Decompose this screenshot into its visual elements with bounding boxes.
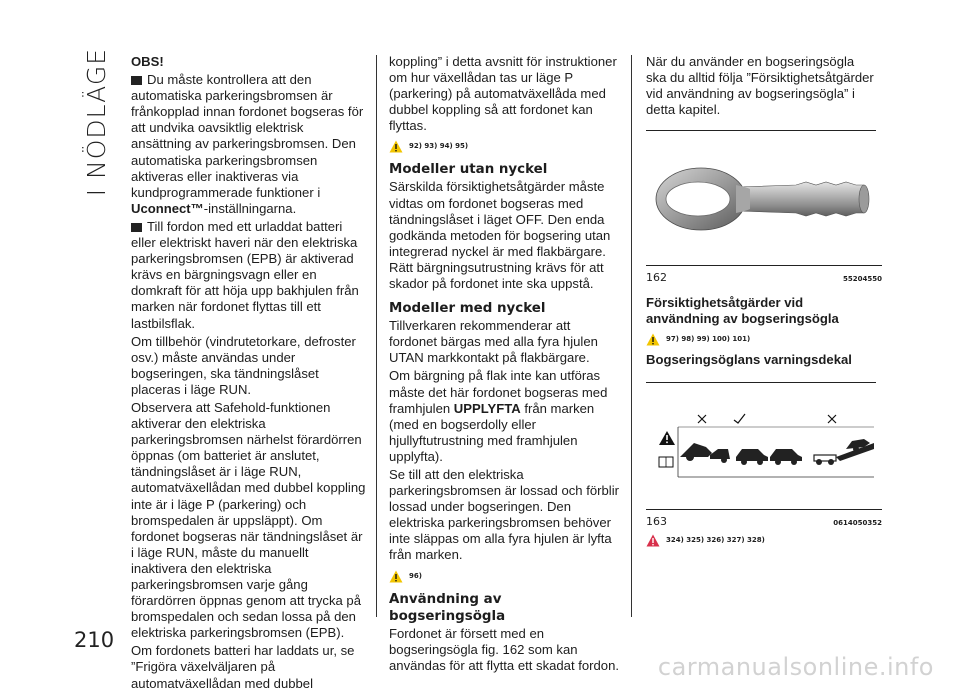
paragraph: koppling” i detta avsnitt för instruktioner om hur växellådan tas ur läge P (parkering) på automatväxellåda med dubbel koppling så att fordonet kan flyttas. xyxy=(389,54,617,134)
warning-triangle-icon xyxy=(646,333,660,346)
column-divider xyxy=(631,55,632,617)
bullet-icon xyxy=(131,223,142,232)
paragraph: Om bärgning på flak inte kan utföras måste det här fordonet bogseras med framhjulen UPPLYFTA från marken (med en bogserdolly eller hjullyftutrustning med framhjulen upplyfta). xyxy=(389,368,608,464)
column-3 xyxy=(646,54,882,553)
paragraph: Om fordonets batteri har laddats ur, se ”Frigöra växelväljaren på automatväxellådan med dubbel xyxy=(131,643,355,691)
section-heading: Modeller utan nyckel xyxy=(389,162,548,178)
figure-162 xyxy=(646,135,882,287)
figure-163 xyxy=(646,387,882,531)
subsection-heading: Bogseringsöglans varningsdekal xyxy=(646,352,852,368)
chapter-title: I NÖDLÄGE xyxy=(82,48,111,197)
warning-triangle-icon xyxy=(389,570,403,583)
page-number: 210 xyxy=(74,628,115,652)
figure-caption: 163 0614050352 xyxy=(646,509,882,531)
subsection-heading: Försiktighetsåtgärder vid användning av bogseringsögla xyxy=(646,295,839,327)
paragraph: Tillverkaren rekommenderar att fordonet bärgas med alla fyra hjulen UTAN markkontakt på flakbärgare. xyxy=(389,318,598,366)
tow-eye-illustration xyxy=(646,135,876,263)
paragraph: Se till att den elektriska parkeringsbromsen är lossad och förblir lossad under bogseringen. Den elektriska parkeringsbromsen behöver inte släppas om alla fyra hjulen är lyfta från marken. xyxy=(389,466,619,563)
paragraph: När du använder en bogseringsögla ska du alltid följa ”Försiktighetsåtgärder vid användning av bogseringsögla” i detta kapitel. xyxy=(646,54,874,118)
warning-reference: 97) 98) 99) 100) 101) xyxy=(646,333,876,346)
warning-reference: 92) 93) 94) 95) xyxy=(389,140,621,153)
warning-decal-illustration xyxy=(646,387,876,507)
figure-caption: 162 55204550 xyxy=(646,265,882,287)
column-1 xyxy=(131,54,367,692)
paragraph: Fordonet är försett med en bogseringsögla fig. 162 som kan användas för att flytta ett skadat fordon. xyxy=(389,625,620,673)
section-heading: Modeller med nyckel xyxy=(389,301,546,317)
figure-top-rule xyxy=(646,382,876,383)
watermark: carmanualsonline.info xyxy=(657,653,934,681)
warning-triangle-icon xyxy=(389,140,403,153)
paragraph: Du måste kontrollera att den automatiska parkeringsbromsen är frånkopplad innan fordonet bogseras för att undvika oavsiktlig elektrisk ansättning av parkeringsbromsen. Den automatiska parkeringsbromsen aktiveras eller inaktiveras via kundprogrammerade funktioner i Uconnect™-inställningarna. xyxy=(131,72,364,216)
figure-top-rule xyxy=(646,130,876,131)
bullet-icon xyxy=(131,76,142,85)
warning-reference: 96) xyxy=(389,570,621,583)
obs-heading: OBS! xyxy=(131,54,164,69)
column-2 xyxy=(389,54,621,674)
danger-triangle-icon xyxy=(646,534,660,547)
paragraph: Till fordon med ett urladdat batteri eller elektriskt haveri när den elektriska parkeringsbromsen (EPB) är aktiverad krävs en bärgningsvagn eller en domkraft för att höja upp bakhjulen från marken när fordonet flyttas till ett lastbilsflak. xyxy=(131,218,359,331)
paragraph: Särskilda försiktighetsåtgärder måste vidtas om fordonet bogseras med tändningslåset i läget OFF. Den enda godkända metoden för bogsering utan integrerad nyckel är med flakbärgare. Rätt bärgningsutrustning krävs för att skador på fordonet inte ska uppstå. xyxy=(389,179,611,292)
paragraph: Om tillbehör (vindrutetorkare, defroster osv.) måste användas under bogseringen, ska tändningslåset placeras i läge RUN. xyxy=(131,333,356,397)
warning-reference: 324) 325) 326) 327) 328) xyxy=(646,534,876,547)
paragraph: Observera att Safehold-funktionen aktiverar den elektriska parkeringsbromsen närhelst förardörren öppnas (om batteriet är anslutet, tändningslåset är i läge RUN, automatväxellådan med dubbel koppling inte är i läge P (parkering) och bromspedalen är uppsläppt). Om fordonet bogseras när tändningslåset är i läge RUN, måste du manuellt inaktivera den elektriska parkeringsbromsen varje gång förardörren öppnas genom att trycka på bromspedalen och sedan lossa på den elektriska parkeringsbromsen (EPB). xyxy=(131,399,366,641)
column-divider xyxy=(376,55,377,617)
section-heading: Användning av bogseringsögla xyxy=(389,591,506,624)
